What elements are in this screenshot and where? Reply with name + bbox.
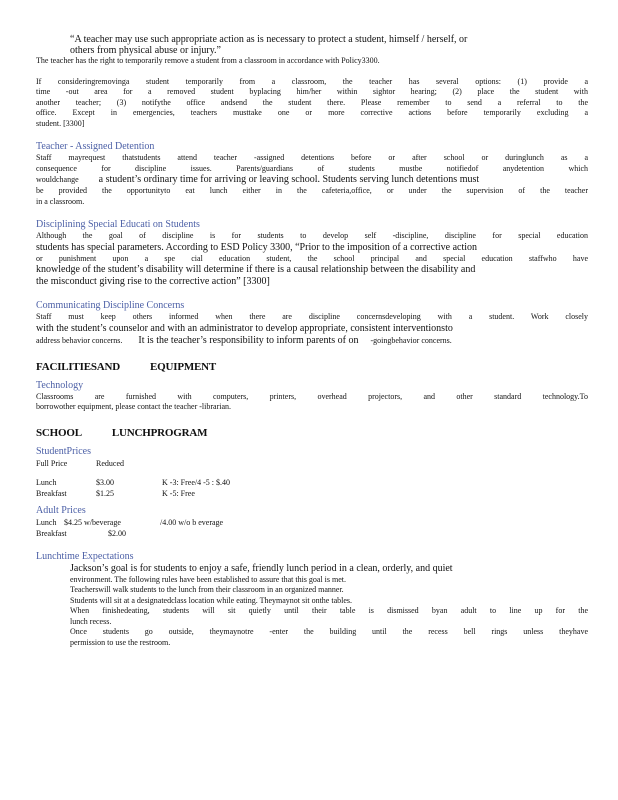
expectation-item-line-small: Once students go outside, theymaynotre -enter the building until the recess bell rings unless theyhave (70, 627, 588, 636)
detention-line-3-big: a student’s ordinary time for arriving or leaving school. Students serving lunch detentions must (98, 174, 480, 185)
communicating-line-1: Staff must keep others informed when there are discipline concernsdeveloping with a student. Work closely (36, 312, 588, 321)
technology-line-2: borrowother equipment, please contact the teacher -librarian. (36, 402, 232, 411)
expectation-item (36, 627, 588, 648)
detention-line-5: in a classroom. (36, 196, 85, 206)
detention-line-1: Staff mayrequest thatstudents attend teacher -assigned detentions before or after school or duringlunch as a (36, 153, 588, 162)
intro-quote-line-2: others from physical abuse or injury.” (70, 45, 221, 56)
student-prices-heading: StudentPrices (36, 445, 91, 457)
student-prices-header-row (36, 458, 588, 469)
special-ed-heading: Disciplining Special Educati on Students (36, 219, 200, 230)
expectation-item-line-small: environment. The following rules have been established to assure that this goal is met. (70, 574, 347, 584)
expectation-item-line-small-2: lunch recess. (70, 616, 112, 626)
lunch-title-b: LUNCHPROGRAM (111, 426, 208, 439)
detention-line-2: consequence for discipline issues. Parents/guardians of students mustbe notifiedof anydetention which (36, 163, 588, 173)
price-row-reduced: K -5: Free (162, 488, 195, 498)
price-row-reduced: K -3: Free/4 -5 : $.40 (162, 477, 230, 487)
para1-line-2: time -out area for a removed student byplacing him/her within sightor hearing; (2) place the student with (36, 87, 588, 96)
para1-line-3: another teacher; (3) notifythe office andsend the student there. Please remember to send a referral to the (36, 97, 588, 107)
para1-line-5: student. [3300] (36, 118, 85, 128)
communicating-line-2: with the student’s counselor and with an administrator to develop appropriate, consistent interventionsto (36, 322, 453, 334)
communicating-line-3-end: -goingbehavior concerns. (370, 335, 452, 345)
detention-line-3-small: wouldchange (36, 175, 79, 184)
teacher-detention-heading: Teacher - Assigned Detention (36, 141, 155, 152)
communicating-heading: Communicating Discipline Concerns (36, 300, 185, 311)
expectation-item-line-big: Jackson’s goal is for students to enjoy a safe, friendly lunch period in a clean, orderly, and quiet (70, 562, 453, 574)
adult-price-row-lunch (36, 517, 588, 528)
adult-prices-heading: Adult Prices (36, 504, 86, 516)
expectation-item-line-small: Students will sit at a designatedclass location while eating. Theymaynot sit onthe tables. (70, 595, 353, 605)
col-reduced: Reduced (96, 458, 124, 468)
special-ed-line-4: knowledge of the student’s disability will determine if there is a causal relationship between the disability and (36, 264, 476, 275)
price-row-full: $3.00 (96, 477, 114, 487)
adult-breakfast-price: $2.00 (108, 528, 126, 538)
expectation-item (36, 606, 588, 627)
special-ed-line-2: students has special parameters. According to ESD Policy 3300, “Prior to the imposition of a corrective action (36, 241, 478, 253)
intro-line-3: The teacher has the right to temporarily remove a student from a classroom in accordance with Policy3300. (36, 56, 380, 65)
para1-line-1: If consideringremovinga student temporarily from a classroom, the teacher has several options: (1) provide a (36, 76, 588, 86)
facilities-title (36, 361, 588, 374)
special-ed-line-5: the misconduct giving rise to the corrective action” [3300] (36, 276, 270, 287)
expectation-item-line-small: Teacherswill walk students to the lunch from their classroom in an organized manner. (70, 585, 344, 594)
expectation-item (36, 596, 588, 607)
expectation-item-line-small: When finishedeating, students will sit quietly until their table is dismissed byan adult to line up for the (70, 606, 588, 615)
expectation-item (36, 563, 588, 586)
communicating-line-3-small: address behavior concerns. (36, 335, 123, 345)
adult-lunch-without-beverage: /4.00 w/o b everage (160, 517, 224, 527)
technology-line-1: Classrooms are furnished with computers, printers, overhead projectors, and other standard technology.To (36, 391, 588, 401)
adult-lunch-label: Lunch (36, 517, 57, 527)
intro-bullet-row (36, 34, 588, 56)
facilities-title-a: FACILITIESAND (36, 360, 120, 373)
adult-lunch-with-beverage: $4.25 w/beverage (64, 517, 121, 527)
expectation-item-line-small-2: permission to use the restroom. (70, 637, 171, 647)
adult-price-row-breakfast (36, 528, 588, 539)
expectation-item (36, 585, 588, 596)
price-row-full: $1.25 (96, 488, 114, 498)
intro-quote-line-1: “A teacher may use such appropriate action as is necessary to protect a student, himself / herself, or (70, 34, 468, 45)
facilities-title-b: EQUIPMENT (150, 360, 217, 373)
lunchtime-expectations-heading: Lunchtime Expectations (36, 550, 134, 562)
price-row-name: Breakfast (36, 488, 67, 498)
col-full-price: Full Price (36, 458, 68, 468)
special-ed-line-1: Although the goal of discipline is for students to develop self -discipline, discipline for special education (36, 231, 588, 240)
para1-line-4: office. Except in emergencies, teachers musttake one or more corrective actions before temporarily excluding a (36, 108, 588, 117)
adult-breakfast-label: Breakfast (36, 528, 67, 538)
communicating-line-3-big: It is the teacher’s responsibility to inform parents of on (138, 334, 359, 346)
technology-heading: Technology (36, 379, 84, 391)
detention-line-4: be provided the opportunityto eat lunch either in the cafeteria,office, or under the supervision of the teacher (36, 186, 588, 195)
student-price-row-breakfast (36, 488, 588, 499)
removal-options-paragraph (36, 77, 588, 130)
lunch-title-a: SCHOOL (36, 426, 82, 439)
communicating-line-3 (36, 335, 588, 347)
student-price-row-lunch (36, 477, 588, 488)
lunch-program-title (36, 427, 588, 440)
detention-line-3 (36, 174, 588, 186)
special-ed-line-3: or punishment upon a spe cial education student, the school principal and special education staffwho have (36, 253, 588, 263)
price-row-name: Lunch (36, 477, 57, 487)
